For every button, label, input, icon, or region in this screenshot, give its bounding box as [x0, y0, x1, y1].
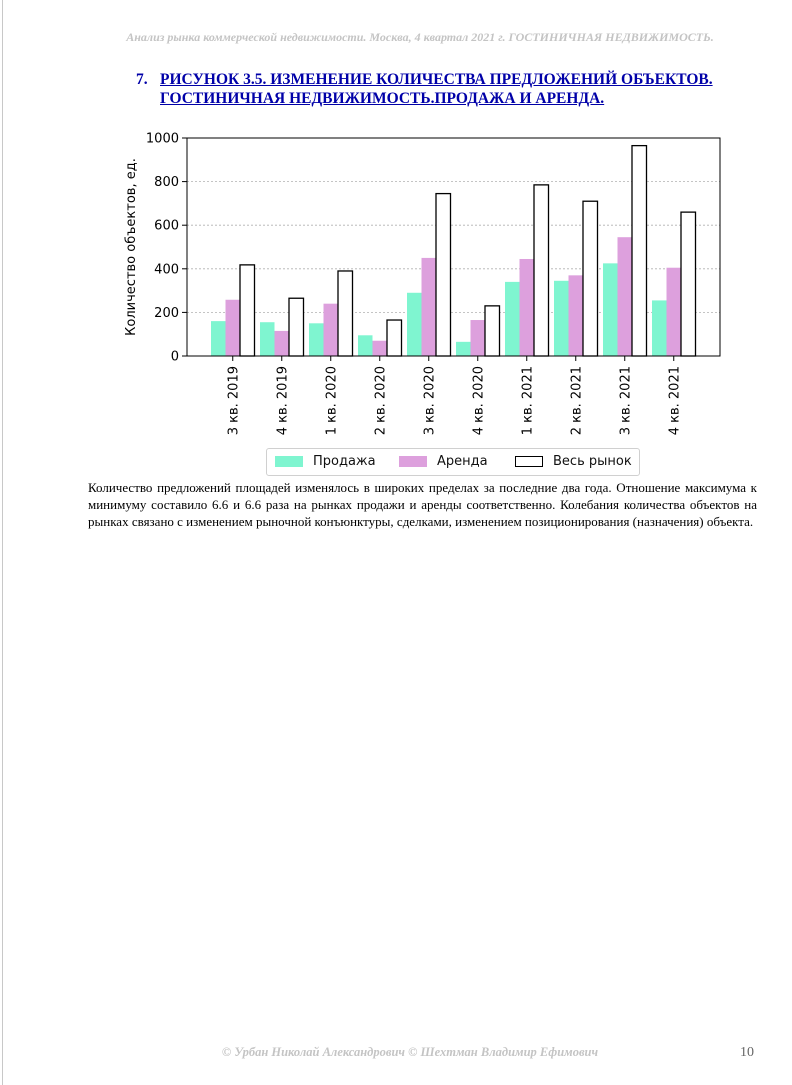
x-tick-label: 1 кв. 2021	[520, 366, 536, 436]
bar-rent	[373, 341, 388, 356]
footer-copyright: © Урбан Николай Александрович © Шехтман Владимир Ефимович	[221, 1045, 599, 1059]
bar-rent	[569, 275, 584, 356]
bar-total	[632, 146, 647, 356]
bar-total	[534, 185, 549, 356]
legend-label-total: Весь рынок	[553, 454, 632, 469]
bar-total	[387, 320, 402, 356]
bar-sale	[554, 281, 569, 356]
bar-rent	[667, 268, 682, 356]
y-tick-label: 200	[154, 305, 179, 321]
x-tick-label: 3 кв. 2021	[618, 366, 634, 436]
y-axis-label: Количество объектов, ед.	[124, 158, 139, 336]
y-tick-label: 0	[170, 349, 179, 365]
legend-item-total	[515, 453, 635, 471]
page-left-border	[2, 0, 3, 1085]
bar-sale	[505, 282, 520, 356]
offers-bar-chart	[115, 130, 735, 450]
y-tick-label: 800	[154, 175, 179, 191]
bar-total	[583, 201, 598, 356]
x-tick-label: 3 кв. 2019	[226, 366, 242, 436]
x-tick-label: 4 кв. 2019	[275, 366, 291, 436]
bar-total	[681, 212, 696, 356]
legend-swatch-total	[515, 456, 543, 467]
figure-title-link[interactable]: РИСУНОК 3.5. ИЗМЕНЕНИЕ КОЛИЧЕСТВА ПРЕДЛОЖЕНИЙ ОБЪЕКТОВ. ГОСТИНИЧНАЯ НЕДВИЖИМОСТЬ.ПРОДАЖА И АРЕНДА.	[160, 71, 713, 107]
running-header: Анализ рынка коммерческой недвижимости. Москва, 4 квартал 2021 г. ГОСТИНИЧНАЯ НЕДВИЖИМОСТЬ.	[126, 30, 714, 44]
x-tick-label: 1 кв. 2020	[324, 366, 340, 436]
legend-label-sale: Продажа	[313, 454, 376, 469]
page-number: 10	[740, 1045, 754, 1060]
body-paragraph: Количество предложений площадей изменялось в широких пределах за последние два года. Отношение максимума к минимуму составило 6.6 и 6.6 раза на рынках продажи и аренды соответственно. Колебания количества объектов на рынках связано с изменением рыночной конъюнктуры, сделками, изменением позиционирования (назначения) объекта.	[88, 480, 757, 529]
y-tick-label: 1000	[145, 131, 179, 147]
bar-sale	[407, 293, 422, 356]
bar-rent	[324, 304, 339, 356]
bar-rent	[618, 237, 633, 356]
y-tick-label: 600	[154, 218, 179, 234]
legend-swatch-sale	[275, 456, 303, 467]
bar-sale	[603, 263, 618, 356]
legend-item-sale	[275, 453, 375, 471]
bar-sale	[211, 321, 226, 356]
bar-total	[436, 194, 451, 356]
bar-sale	[652, 300, 667, 356]
bar-rent	[471, 320, 486, 356]
bar-rent	[422, 258, 437, 356]
chart-legend	[266, 448, 640, 476]
bar-total	[289, 298, 304, 356]
bar-total	[485, 306, 500, 356]
legend-item-rent	[399, 453, 499, 471]
legend-label-rent: Аренда	[437, 454, 488, 469]
bar-total	[338, 271, 353, 356]
legend-swatch-rent	[399, 456, 427, 467]
x-tick-label: 4 кв. 2020	[471, 366, 487, 436]
bar-sale	[309, 323, 324, 356]
y-tick-label: 400	[154, 262, 179, 278]
x-tick-label: 2 кв. 2020	[373, 366, 389, 436]
bar-sale	[456, 342, 471, 356]
x-tick-label: 2 кв. 2021	[569, 366, 585, 436]
x-tick-label: 3 кв. 2020	[422, 366, 438, 436]
bar-rent	[226, 300, 241, 356]
x-tick-label: 4 кв. 2021	[667, 366, 683, 436]
bar-sale	[358, 335, 373, 356]
bar-sale	[260, 322, 275, 356]
bar-rent	[520, 259, 535, 356]
heading-number: 7.	[136, 71, 148, 88]
bar-total	[240, 265, 255, 356]
bar-rent	[275, 331, 290, 356]
